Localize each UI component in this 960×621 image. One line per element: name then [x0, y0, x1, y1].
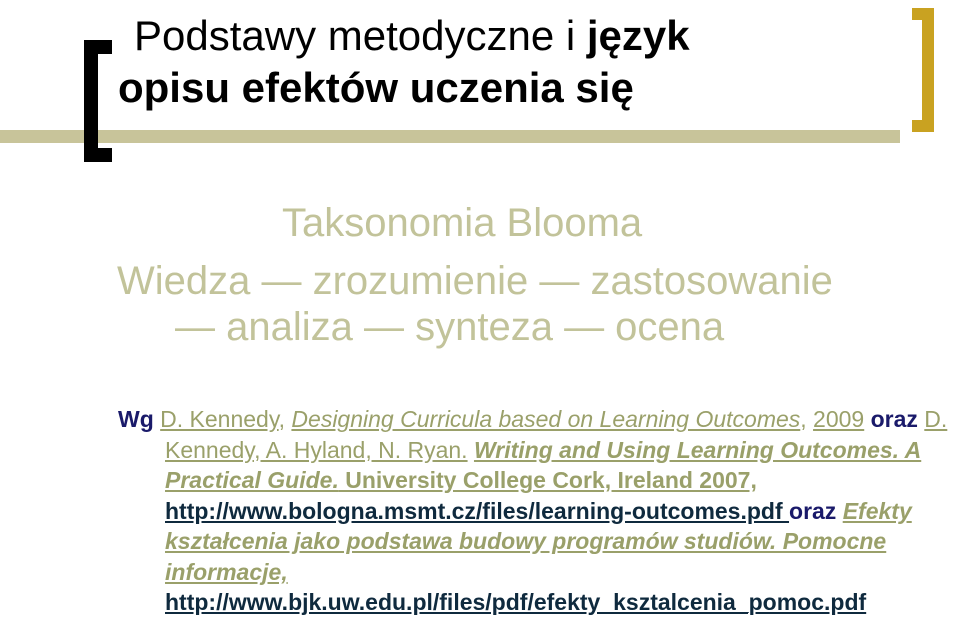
left-bracket-top-arm [84, 40, 112, 54]
slide-title [118, 10, 908, 114]
right-bracket-stem [922, 8, 934, 132]
ref3-title-link[interactable]: Efekty kształcenia jako podstawa budowy programów studiów. Pomocne informacje, [165, 497, 912, 585]
bloom-heading: Taksonomia Blooma [282, 201, 643, 245]
title-line-2: opisu efektów uczenia się [118, 64, 634, 111]
ref1-author-link[interactable]: D. Kennedy [160, 406, 279, 432]
bloom-levels-line-1: Wiedza — zrozumienie — zastosowanie [117, 259, 833, 303]
references-and-1: oraz [864, 406, 925, 432]
title-line-1 [118, 10, 908, 62]
left-bracket-bottom-arm [84, 148, 112, 162]
ref2-url-link[interactable]: http://www.bologna.msmt.cz/files/learning-outcomes.pdf [165, 497, 790, 524]
ref2-title-link[interactable]: Writing and Using Learning Outcomes. A Practical Guide. [165, 436, 922, 493]
right-bracket-bottom-arm [912, 120, 934, 132]
title-line-1-bold: język [586, 12, 690, 59]
ref1-title-link[interactable]: Designing Curricula based on Learning Outcomes [291, 406, 801, 432]
references-and-2: oraz [789, 497, 843, 524]
title-underline-bar [0, 130, 900, 143]
ref1-separator: , [278, 406, 292, 432]
ref1-year-link[interactable]: 2009 [813, 406, 865, 432]
right-bracket-top-arm [912, 8, 934, 20]
ref1-separator-2: , [800, 406, 807, 432]
title-line-1-regular: Podstawy metodyczne i [134, 12, 587, 59]
left-bracket-stem [84, 40, 98, 162]
ref2-publisher-link[interactable]: University College Cork, Ireland 2007, [338, 467, 757, 493]
references-prefix: Wg [118, 406, 161, 432]
ref2-authors-link[interactable]: D. Kennedy, A. Hyland, N. Ryan. [165, 406, 948, 463]
ref3-url-link[interactable]: http://www.bjk.uw.edu.pl/files/pdf/efekty_ksztalcenia_pomoc.pdf [165, 589, 867, 615]
references-block [118, 404, 958, 618]
bloom-levels-line-2: — analiza — synteza — ocena [175, 305, 725, 349]
references-paragraph [118, 404, 958, 618]
